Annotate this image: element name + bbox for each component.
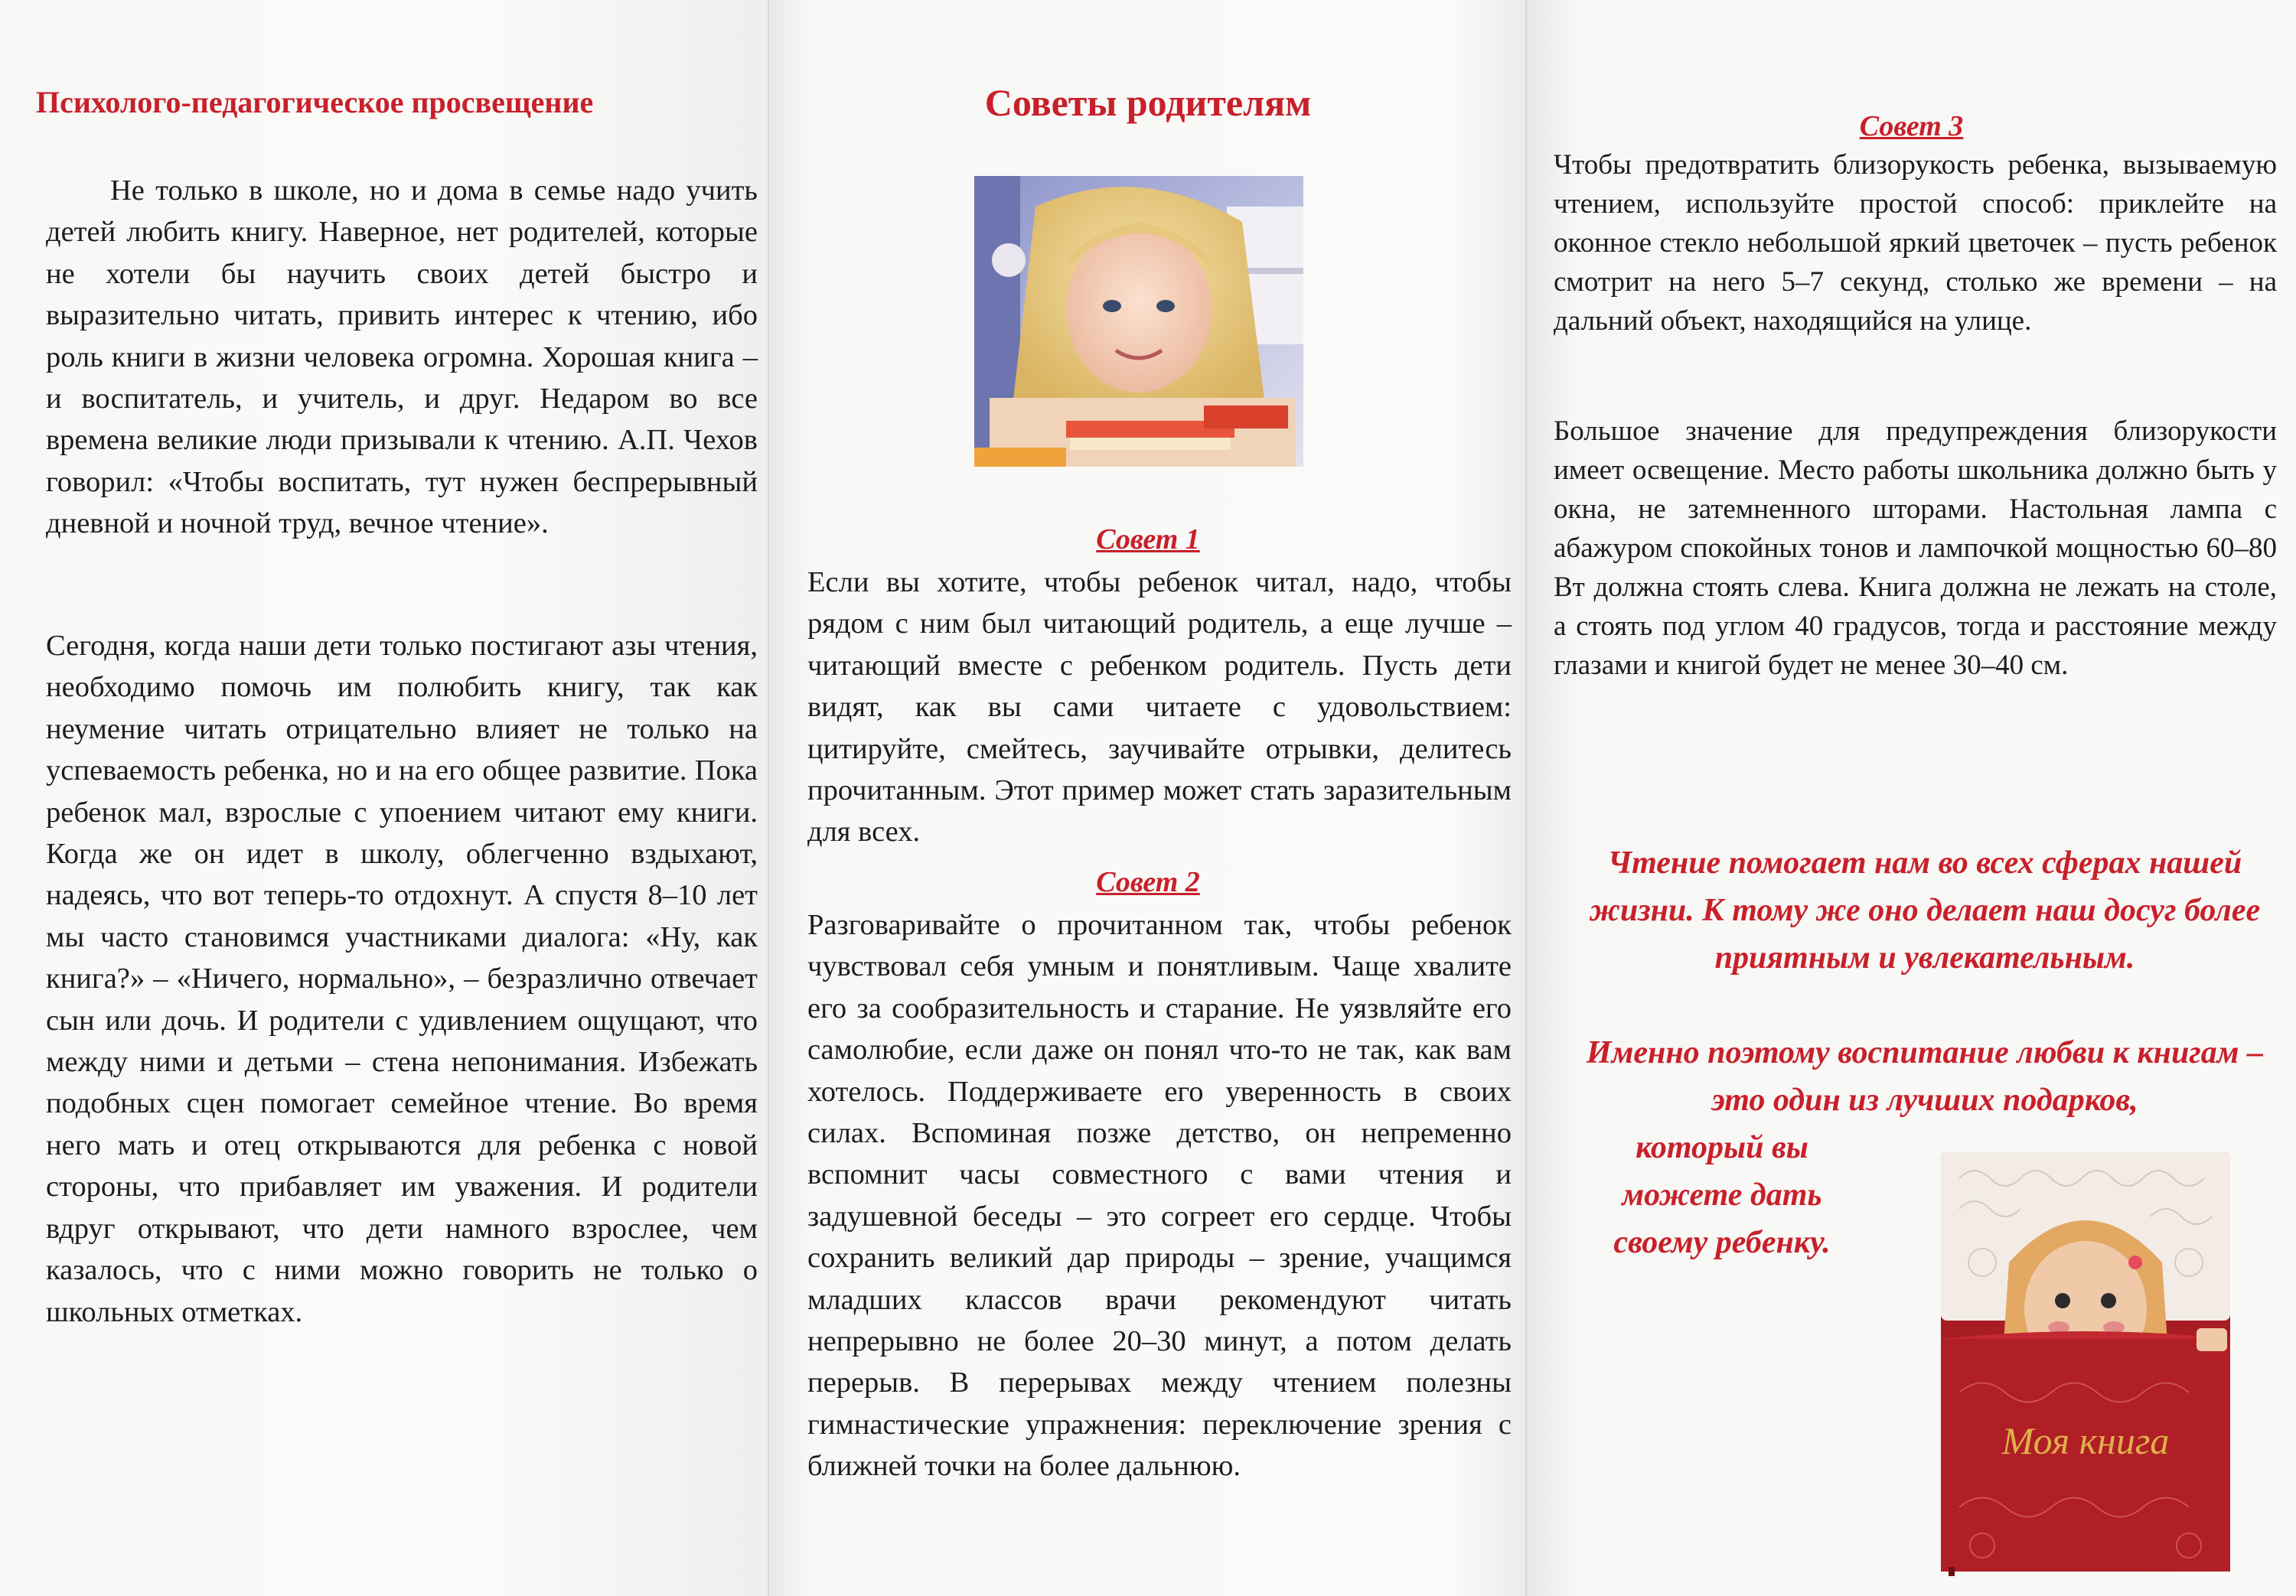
book-title: Моя книга: [2001, 1419, 2170, 1462]
quote-gift-continued: который вы можете дать своему ребенку.: [1613, 1130, 1831, 1260]
tip-3-text-1: Чтобы предотвратить близорукость ребенка, вызываемую чтением, используйте простой способ: приклейте на оконное стекло небольшой яркий цветочек – пусть ребенок смотрит на него 5–7 секунд, столько же времени – на дальний объект, находящийся на улице.: [1554, 149, 2277, 337]
tip-2-text: Разговаривайте о прочитанном так, чтобы ребенок чувствовал себя умным и понятливым. Чаще хвалите его за сообразительность и старание. Не уязвляйте его самолюбие, если даже он понял что-то не так, как вам хотелось. Поддерживаете его уверенность в своих силах. Вспоминая позже детство, он непременно вспомнит часы совместного с вами чтения и задушевной беседы – это согреет его сердце. Чтобы сохранить великий дар природы – зрение, учащимся младших классов врачи рекомендуют читать непрерывно не более 20–30 минут, а потом делать перерыв. В перерывах между чтением полезны гимнастические упражнения: переключение зрения с ближней точки на более дальнюю.: [807, 909, 1512, 1483]
tip-2-title: Совет 2: [1096, 866, 1200, 898]
quote-reading-benefits: Чтение помогает нам во всех сферах нашей жизни. К тому же оно делает наш досуг более приятным и увлекательным.: [1589, 845, 2261, 976]
book-cover-image: [1936, 1148, 2235, 1576]
tip-1-text: Если вы хотите, чтобы ребенок читал, надо, чтобы рядом с ним был читающий родитель, а еще лучше – читающий вместе с ребенком родитель. Пусть дети видят, как вы сами читаете с удовольствием: цитируйте, смейтесь, заучивайте отрывки, делитесь прочитанным. Этот пример может стать заразительным для всех.: [807, 566, 1512, 848]
girl-reading-image: [974, 176, 1303, 467]
tip-1-title: Совет 1: [1096, 523, 1200, 555]
tip-3-text-2: Большое значение для предупреждения близорукости имеет освещение. Место работы школьника должно быть у окна, не затемненного шторами. Настольная лампа с абажуром спокойных тонов и лампочкой мощностью 60–80 Вт должна стоять слева. Книга должна не лежать на столе, а стоять под углом 40 градусов, тогда и расстояние между глазами и книгой будет не менее 30–40 см.: [1554, 415, 2277, 681]
section-heading: Психолого-педагогическое просвещение: [36, 85, 594, 119]
tip-3-title: Совет 3: [1859, 110, 1964, 142]
quote-gift: Именно поэтому воспитание любви к книгам – это один из лучших подарков,: [1586, 1035, 2264, 1118]
girl-photo: [974, 176, 1303, 467]
left-panel: [0, 0, 769, 1596]
intro-paragraph: Не только в школе, но и дома в семье надо учить детей любить книгу. Наверное, нет родителей, которые не хотели бы научить своих детей быстро и выразительно читать, привить интерес к чтению, ибо роль книги в жизни человека огромна. Хорошая книга – и воспитатель, и учитель, и друг. Недаром во все времена великие люди призывали к чтению. А.П. Чехов говорил: «Чтобы воспитать, тут нужен беспрерывный дневной и ночной труд, вечное чтение».: [46, 174, 758, 540]
family-reading-paragraph: Сегодня, когда наши дети только постигают азы чтения, необходимо помочь им полюбить книгу, так как неумение читать отрицательно влияет не только на успеваемость ребенка, но и на его общее развитие. Пока ребенок мал, взрослые с упоением читают ему книги. Когда же он идет в школу, облегченно вздыхают, надеясь, что вот теперь-то отдохнут. А спустя 8–10 лет мы часто становимся участниками диалога: «Ну, как книга?» – «Ничего, нормально», – безразлично отвечает сын или дочь. И родители с удивлением ощущают, что между ними и детьми – стена непонимания. Избежать подобных сцен помогает семейное чтение. Во время него мать и отец открываются для ребенка с новой стороны, что прибавляет им уважения. И родители вдруг открывают, что дети намного взрослее, чем казалось, что с ними можно говорить не только о школьных отметках.: [46, 630, 758, 1328]
page-title: Советы родителям: [984, 81, 1312, 124]
